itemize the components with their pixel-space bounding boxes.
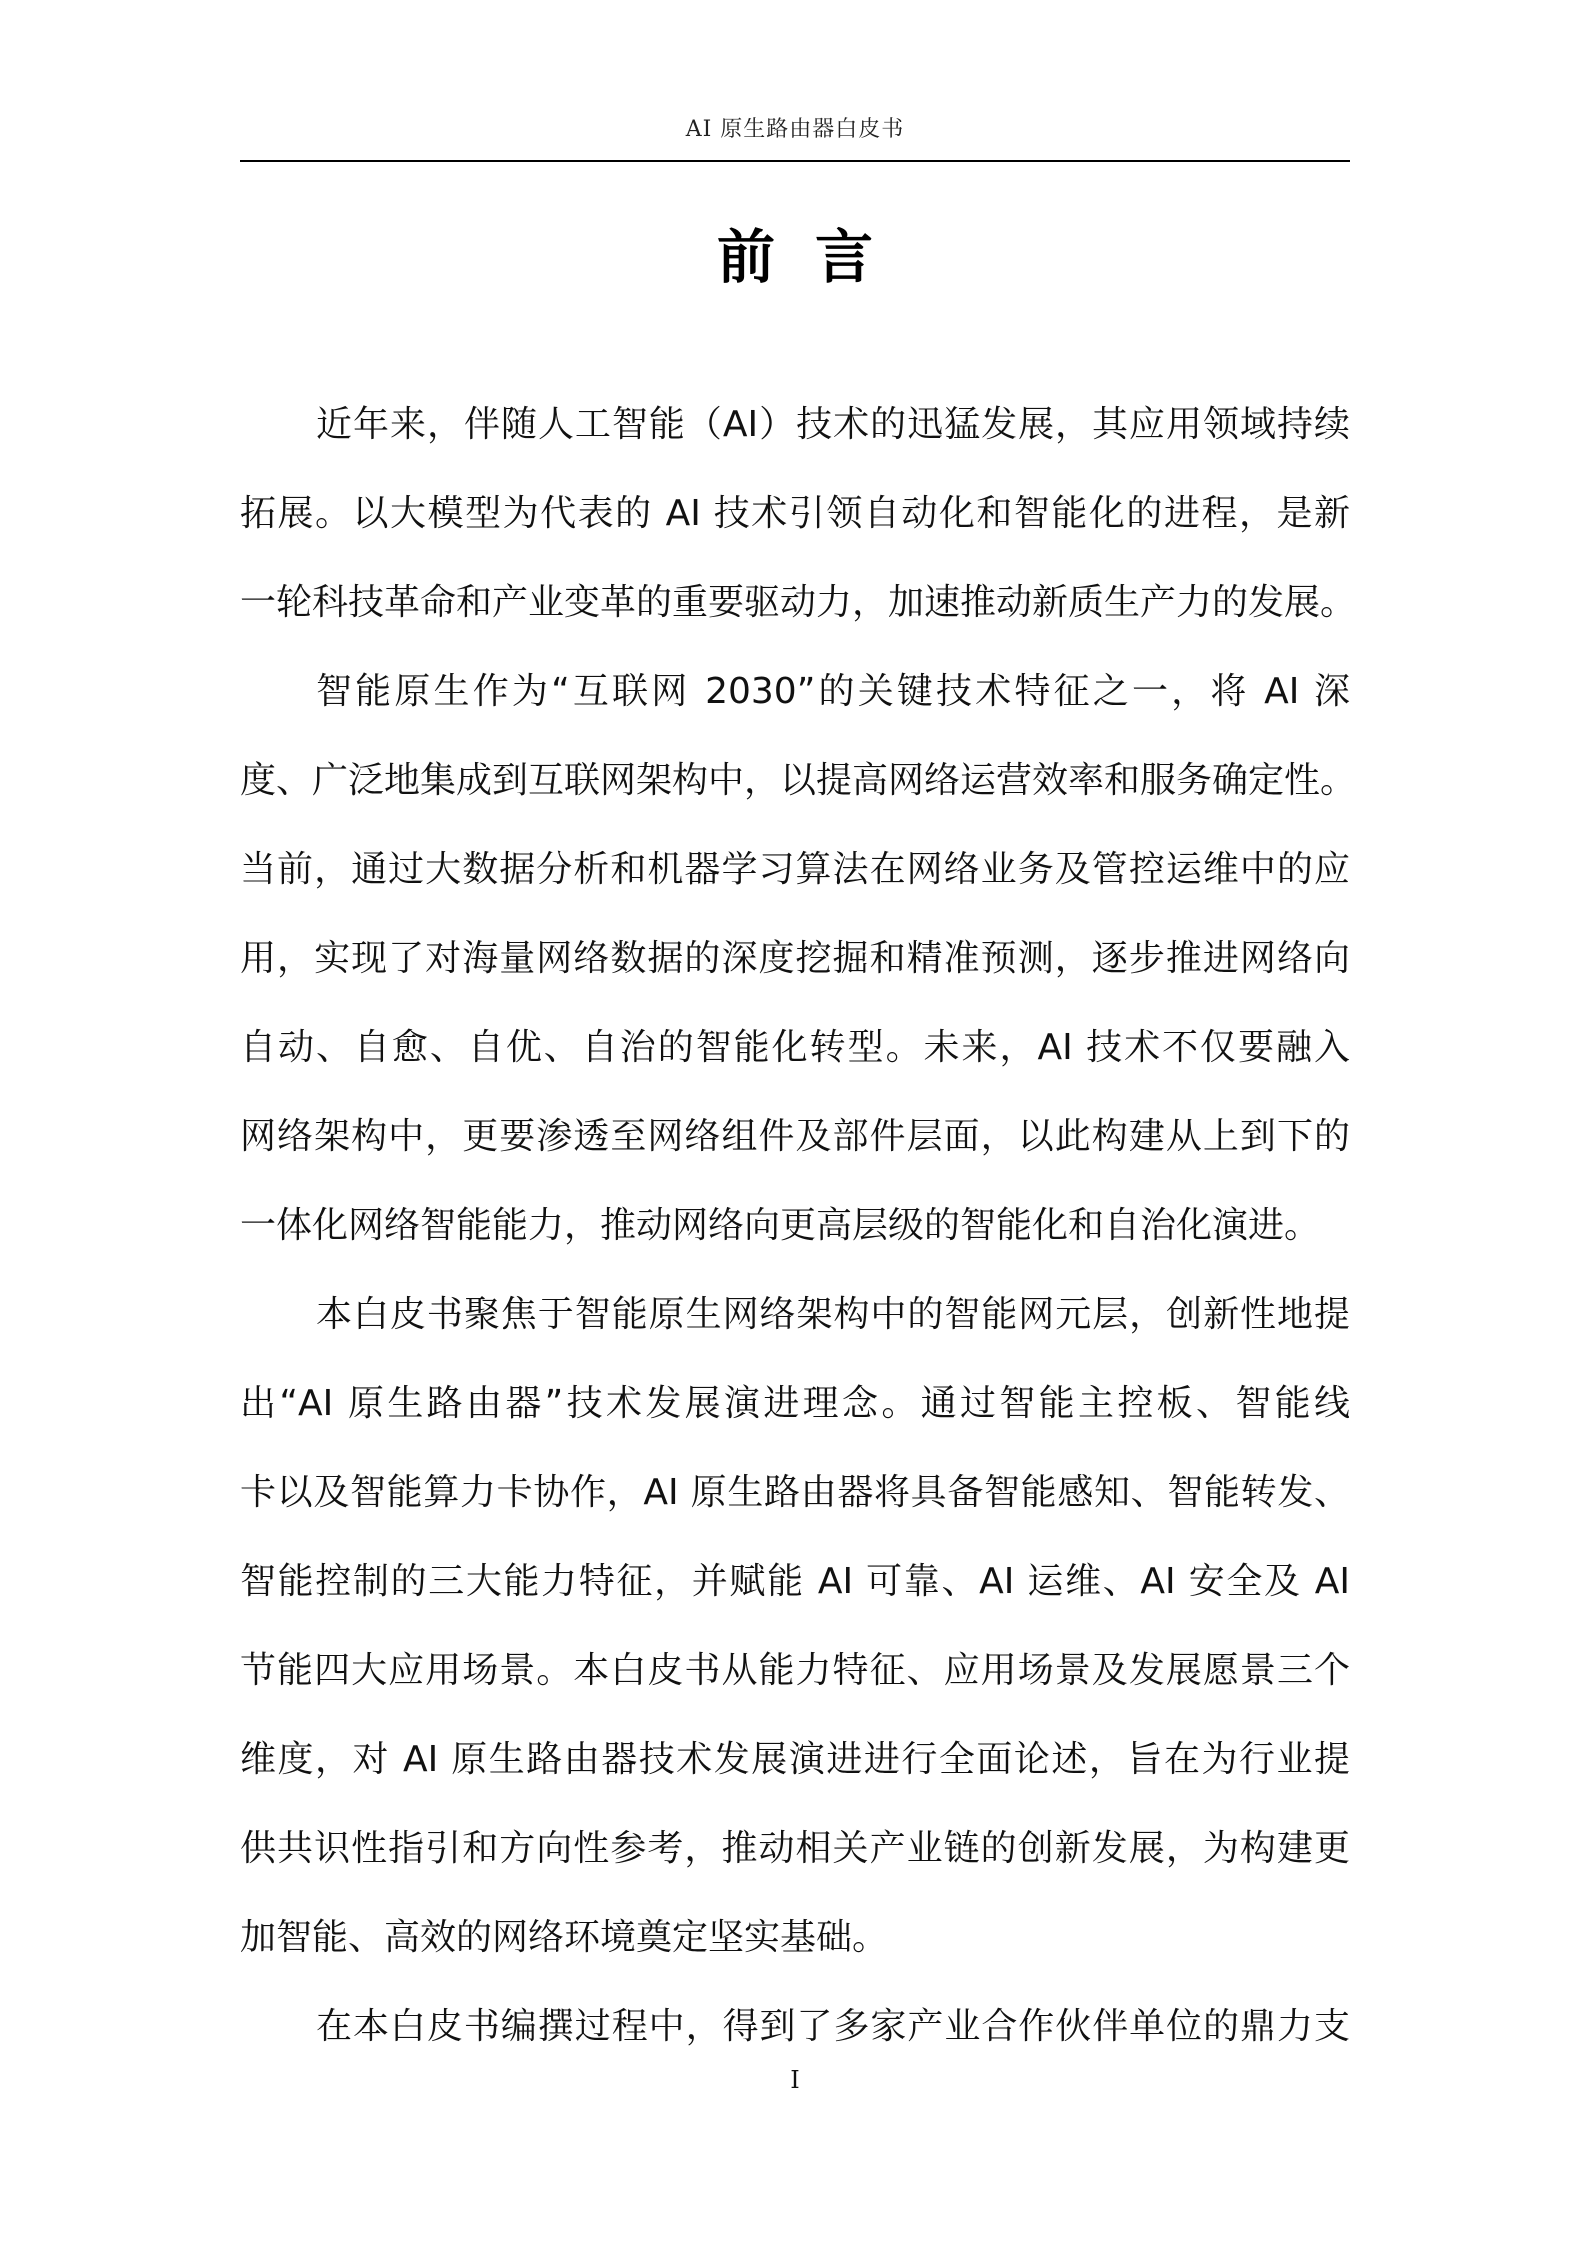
text-line: 智能原生作为“互联网 2030”的关键技术特征之一，将 AI 深 xyxy=(316,671,1350,712)
text-line: 度、广泛地集成到互联网架构中，以提高网络运营效率和服务确定性。 xyxy=(240,760,1357,801)
text-line: 供共识性指引和方向性参考，推动相关产业链的创新发展，为构建更 xyxy=(240,1828,1350,1869)
text-line: 自动、自愈、自优、自治的智能化转型。未来，AI 技术不仅要融入 xyxy=(240,1027,1350,1068)
text-line: 拓展。以大模型为代表的 AI 技术引领自动化和智能化的进程，是新 xyxy=(240,493,1350,534)
text-line: 加智能、高效的网络环境奠定坚实基础。 xyxy=(240,1917,889,1958)
text-line: 卡以及智能算力卡协作，AI 原生路由器将具备智能感知、智能转发、 xyxy=(240,1472,1350,1513)
text-line: 网络架构中，更要渗透至网络组件及部件层面，以此构建从上到下的 xyxy=(240,1116,1350,1157)
text-line: 一体化网络智能能力，推动网络向更高层级的智能化和自治化演进。 xyxy=(240,1205,1321,1246)
page-number: I xyxy=(790,2066,800,2094)
text-line: 在本白皮书编撰过程中，得到了多家产业合作伙伴单位的鼎力支 xyxy=(316,2006,1350,2047)
text-line: 出“AI 原生路由器”技术发展演进理念。通过智能主控板、智能线 xyxy=(240,1383,1350,1424)
text-line: 智能控制的三大能力特征，并赋能 AI 可靠、AI 运维、AI 安全及 AI xyxy=(240,1561,1350,1602)
page-title: 前言 xyxy=(716,223,913,291)
text-line: 一轮科技革命和产业变革的重要驱动力，加速推动新质生产力的发展。 xyxy=(240,582,1357,623)
text-line: 节能四大应用场景。本白皮书从能力特征、应用场景及发展愿景三个 xyxy=(240,1650,1350,1691)
text-line: 近年来，伴随人工智能（AI）技术的迅猛发展，其应用领域持续 xyxy=(316,404,1350,445)
body-text xyxy=(240,392,1357,2083)
text-line: 本白皮书聚焦于智能原生网络架构中的智能网元层，创新性地提 xyxy=(316,1294,1350,1335)
header-divider xyxy=(240,160,1350,162)
text-line: 当前，通过大数据分析和机器学习算法在网络业务及管控运维中的应 xyxy=(240,849,1350,890)
running-header: AI 原生路由器白皮书 xyxy=(685,117,905,142)
text-line: 维度，对 AI 原生路由器技术发展演进进行全面论述，旨在为行业提 xyxy=(240,1739,1350,1780)
text-line: 用，实现了对海量网络数据的深度挖掘和精准预测，逐步推进网络向 xyxy=(240,938,1350,979)
